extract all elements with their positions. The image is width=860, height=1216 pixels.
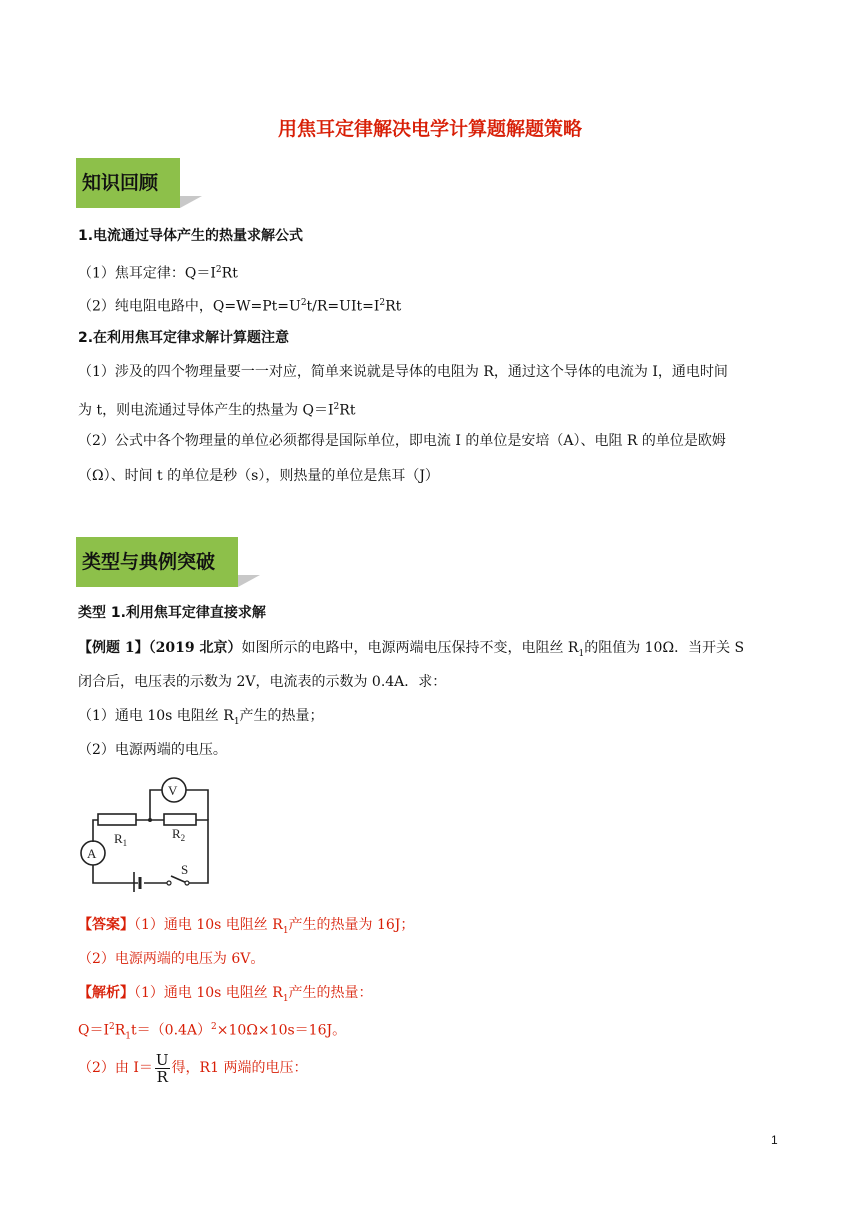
r2-letter: R <box>172 826 181 841</box>
sub: 1 <box>578 648 585 659</box>
resistor-r1-body <box>98 814 136 825</box>
switch-label: S <box>181 862 189 877</box>
text: （2）由 I＝ <box>78 1060 153 1076</box>
text: （1）通电 10s 电阻丝 R <box>134 985 283 1001</box>
text: ×10Ω×10s＝16J。 <box>216 1022 347 1039</box>
wire-right <box>187 820 208 883</box>
text: （1）通电 10s 电阻丝 R <box>78 708 234 724</box>
example-tag: 【例题 1】 <box>78 640 149 656</box>
answer-tag: 【答案】 <box>78 917 134 933</box>
text: t＝（0.4A） <box>131 1022 212 1039</box>
sup: 2 <box>215 265 222 275</box>
text: 的阻值为 10Ω．当开关 S <box>584 640 745 656</box>
section-banner-review <box>76 158 202 208</box>
text: 产生的热量： <box>288 985 373 1001</box>
text: Q＝I <box>78 1022 110 1039</box>
wire-bottom-left <box>93 865 138 883</box>
section-banner-types <box>76 537 260 587</box>
sub: 1 <box>282 993 289 1004</box>
text: 为 t，则电流通过导体产生的热量为 Q＝I <box>78 402 334 419</box>
circuit-diagram <box>76 776 226 892</box>
text: 得，R1 两端的电压： <box>171 1060 308 1076</box>
analysis-tag: 【解析】 <box>78 985 134 1001</box>
banner-shadow <box>180 196 202 208</box>
switch-contact <box>185 881 189 885</box>
text: Rt <box>221 265 238 282</box>
sub: 1 <box>282 925 289 936</box>
analysis-line-3 <box>78 1048 307 1088</box>
text: R <box>114 1022 126 1039</box>
page-number: 1 <box>771 1133 778 1147</box>
review-paragraph-1b <box>78 397 355 421</box>
r2-sub: 2 <box>180 833 186 843</box>
text: 产生的热量； <box>239 708 324 724</box>
sub: 1 <box>233 716 240 727</box>
answer-line-1 <box>78 915 414 941</box>
voltmeter-label: V <box>168 783 178 798</box>
text: Rt <box>385 298 402 315</box>
denominator: R <box>156 1067 168 1086</box>
wire-voltmeter-left <box>150 790 162 820</box>
answer-line-2: （2）电源两端的电压为 6V。 <box>78 951 265 967</box>
text: 如图所示的电路中，电源两端电压保持不变，电阻丝 R <box>241 640 579 656</box>
analysis-line-1 <box>78 983 373 1009</box>
example-source: （2019 北京） <box>148 640 242 656</box>
fraction-u-over-r <box>155 1052 170 1085</box>
example-line-3 <box>78 706 324 732</box>
review-heading-1: 1.电流通过导体产生的热量求解公式 <box>78 228 304 244</box>
switch-blade <box>171 876 187 883</box>
banner-shadow <box>238 575 260 587</box>
wire-voltmeter-right <box>186 790 208 820</box>
text: t/R=UIt=I <box>306 298 380 315</box>
numerator: U <box>155 1050 169 1069</box>
sup: 2 <box>300 298 307 308</box>
junction-dot <box>148 818 152 822</box>
r1-sub: 1 <box>122 838 128 848</box>
review-paragraph-1a: （1）涉及的四个物理量要一一对应，简单来说就是导体的电阻为 R，通过这个导体的电流为 I，通电时间 <box>78 364 728 380</box>
example-line-2: 闭合后，电压表的示数为 2V，电流表的示数为 0.4A．求： <box>78 674 447 690</box>
type-heading: 类型 1.利用焦耳定律直接求解 <box>78 605 266 621</box>
sup: 2 <box>333 402 340 412</box>
text: Rt <box>339 402 356 419</box>
review-line-1 <box>78 260 238 284</box>
example-line-4: （2）电源两端的电压。 <box>78 742 227 758</box>
page-title: 用焦耳定律解决电学计算题解题策略 <box>277 118 582 140</box>
ammeter-label: A <box>87 846 97 861</box>
r1-label <box>114 831 127 848</box>
text: （1）通电 10s 电阻丝 R <box>134 917 283 933</box>
review-paragraph-2b: （Ω）、时间 t 的单位是秒（s），则热量的单位是焦耳（J） <box>78 468 439 484</box>
analysis-line-2 <box>78 1017 346 1046</box>
r1-letter: R <box>114 831 123 846</box>
resistor-r2-body <box>164 814 196 825</box>
example-line-1 <box>78 638 744 664</box>
sub: 1 <box>125 1031 132 1042</box>
text: 产生的热量为 16J； <box>288 917 415 933</box>
review-paragraph-2a: （2）公式中各个物理量的单位必须都得是国际单位，即电流 I 的单位是安培（A）、电阻 R 的单位是欧姆 <box>78 433 726 449</box>
switch-contact <box>167 881 171 885</box>
sup: 2 <box>211 1022 217 1032</box>
r2-label <box>172 826 185 843</box>
sup: 2 <box>379 298 386 308</box>
review-line-2 <box>78 293 401 317</box>
section-label: 类型与典例突破 <box>76 537 238 587</box>
text: （1）焦耳定律：Q＝I <box>78 265 216 282</box>
sup: 2 <box>109 1022 115 1032</box>
text: （2）纯电阻电路中，Q=W=Pt=U <box>78 298 301 315</box>
review-heading-2: 2.在利用焦耳定律求解计算题注意 <box>78 330 290 346</box>
section-label: 知识回顾 <box>76 158 180 208</box>
